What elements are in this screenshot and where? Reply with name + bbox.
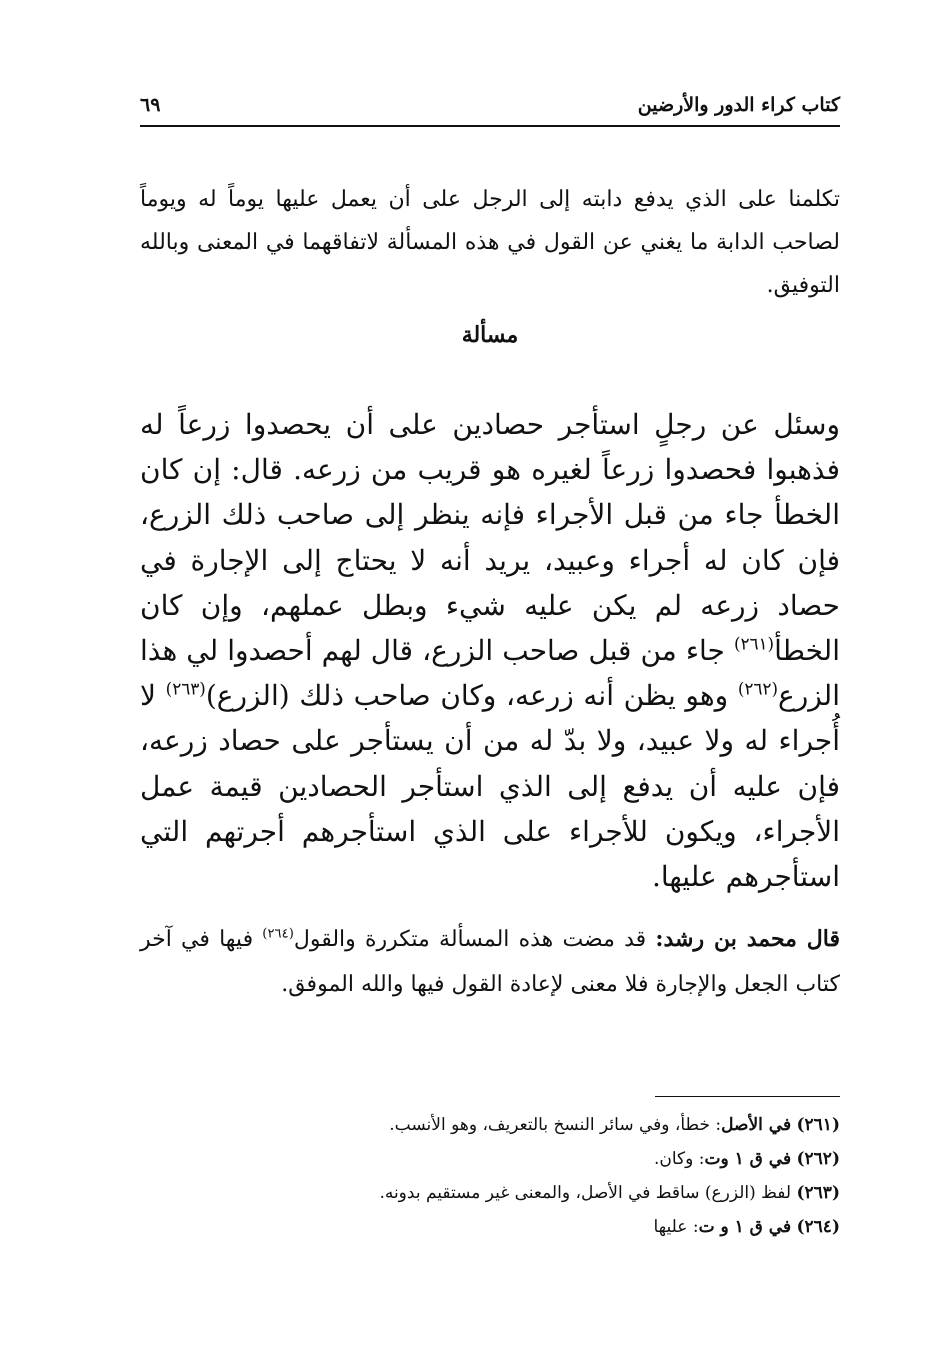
footnote-item: [140, 1108, 840, 1142]
commentary-text-2: فيها في آخر كتاب الجعل والإجارة فلا معنى لإعادة القول فيها والله الموفق.: [140, 927, 840, 997]
footnote-ref-262[interactable]: (٢٦٢): [737, 678, 778, 699]
header-rule: [140, 125, 840, 127]
footnote-ref-261[interactable]: (٢٦١): [733, 633, 775, 654]
question-text-2: جاء من قبل صاحب الزرع، قال لهم أحصدوا لي هذا الزرع: [140, 634, 840, 713]
question-text-3: وهو يظن أنه زرعه، وكان صاحب ذلك (الزرع): [205, 679, 738, 713]
commentary-lead: قال محمد بن رشد:: [655, 926, 841, 952]
footnote-number: (٢٦١): [796, 1115, 840, 1135]
footnote-source: في ق ١ وت: [704, 1149, 792, 1169]
running-header: [140, 90, 840, 124]
footnote-text: لفظ (الزرع) ساقط في الأصل، والمعنى غير مستقيم بدونه.: [379, 1183, 792, 1203]
question-text-1: وسئل عن رجلٍ استأجر حصادين على أن يحصدوا زرعاً له فذهبوا فحصدوا زرعاً لغيره هو قريب من زرعه. قال: إن كان الخطأ جاء من قبل الأجراء فإنه ينظر إلى صاحب ذلك الزرع، فإن كان له أجراء وعبيد، يريد أنه لا يحتاج إلى الإجارة في حصاد زرعه لم يكن عليه شيء وبطل عملهم، وإن كان الخطأ: [140, 408, 840, 668]
footnote-number: (٢٦٤): [796, 1217, 840, 1237]
footnote-rule: [655, 1096, 840, 1097]
page-number: ٦٩: [140, 94, 161, 116]
footnotes: [140, 1108, 840, 1244]
question-text-4: لا أُجراء له ولا عبيد، ولا بدّ له من أن يستأجر على حصاد زرعه، فإن عليه أن يدفع إلى الذي استأجر الحصادين قيمة عمل الأجراء، ويكون للأجراء على الذي استأجرهم أجرتهم التي استأجرهم عليها.: [140, 679, 840, 894]
footnote-text: : خطأ، وفي سائر النسخ بالتعريف، وهو الأنسب.: [389, 1115, 722, 1135]
footnote-number: (٢٦٢): [796, 1149, 840, 1169]
footnote-ref-264[interactable]: (٢٦٤): [262, 926, 294, 942]
footnote-source: في ق ١ و ت: [698, 1217, 792, 1237]
commentary-text-1: قد مضت هذه المسألة متكررة والقول: [293, 927, 656, 952]
question-paragraph: [140, 402, 840, 899]
footnote-text: : وكان.: [653, 1149, 705, 1169]
footnote-item: [140, 1176, 840, 1210]
footnote-number: (٢٦٣): [796, 1183, 840, 1203]
footnote-source: في الأصل: [721, 1115, 792, 1135]
footnote-item: [140, 1210, 840, 1244]
footnote-item: [140, 1142, 840, 1176]
commentary-paragraph: [140, 917, 840, 1007]
footnote-ref-263[interactable]: (٢٦٣): [165, 678, 206, 699]
continuation-paragraph: تكلمنا على الذي يدفع دابته إلى الرجل على أن يعمل عليها يوماً له ويوماً لصاحب الدابة ما يغني عن القول في هذه المسألة لاتفاقهما في المعنى وبالله التوفيق.: [140, 187, 840, 298]
running-header-title: كتاب كراء الدور والأرضين: [637, 94, 840, 116]
section-heading: مسألة: [461, 322, 519, 348]
footnote-text: : عليها: [653, 1217, 699, 1237]
